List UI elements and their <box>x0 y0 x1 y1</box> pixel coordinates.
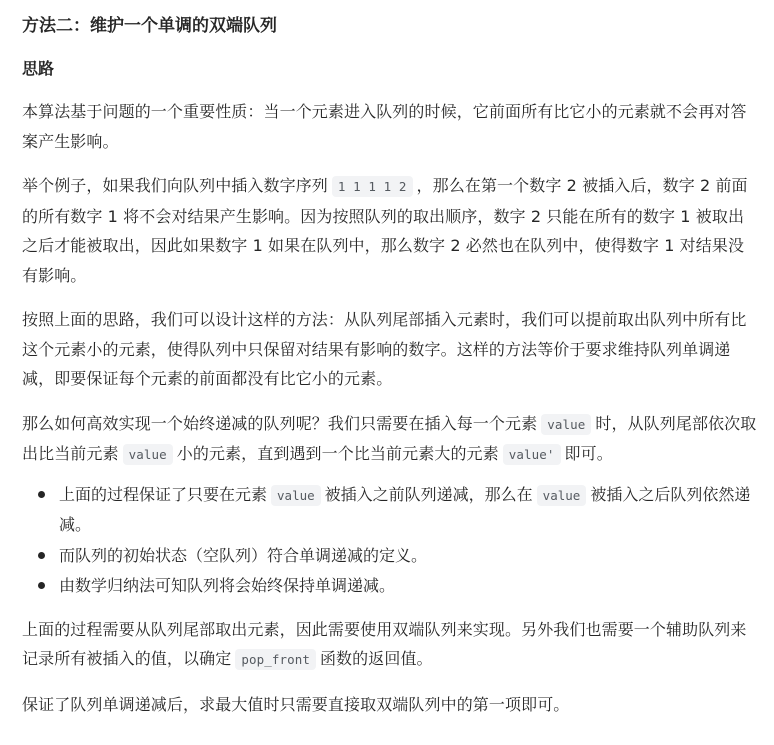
section-title: 方法二：维护一个单调的双端队列 <box>22 16 277 36</box>
paragraph-deque <box>22 615 760 675</box>
inline-code-value-prime: value' <box>503 444 561 465</box>
list-item-text-b: 被插入之前队列递减，那么在 <box>324 484 533 504</box>
inline-code-value: value <box>271 485 321 506</box>
bullet-dot-icon <box>38 491 45 498</box>
paragraph-implementation-text-d: 即可。 <box>564 444 613 463</box>
list-item-text: 由数学归纳法可知队列将会始终保持单调递减。 <box>59 576 396 595</box>
list-item <box>59 480 760 540</box>
paragraph-deque-text-b: 函数的返回值。 <box>319 649 433 668</box>
paragraph-conclusion: 保证了队列单调递减后，求最大值时只需要直接取双端队列中的第一项即可。 <box>22 694 570 714</box>
list-item <box>59 541 760 571</box>
bullet-dot-icon <box>38 582 45 589</box>
inline-code-pop-front: pop_front <box>235 649 316 670</box>
list-item-text-a: 上面的过程保证了只要在元素 <box>59 484 268 504</box>
paragraph-deque-text-a: 上面的过程需要从队列尾部取出元素，因此需要使用双端队列来实现。另外我们也需要一个辅助队列来记录所有被插入的值，以确定 <box>22 619 747 668</box>
inline-code-value: value <box>541 414 591 435</box>
section-subtitle: 思路 <box>22 59 55 78</box>
list-item <box>59 571 760 601</box>
paragraph-implementation-text-c: 小的元素，直到遇到一个比当前元素大的元素 <box>176 444 499 463</box>
list-item-text-c: 被插入之后队列依然递减。 <box>59 484 751 534</box>
bullet-list <box>22 480 760 601</box>
paragraph-example-text-a: 举个例子，如果我们向队列中插入数字序列 <box>22 176 328 195</box>
paragraph-property: 本算法基于问题的一个重要性质：当一个元素进入队列的时候，它前面所有比它小的元素就不会再对答案产生影响。 <box>22 102 747 151</box>
paragraph-implementation <box>22 409 760 470</box>
paragraph-example-text-b: ，那么在第一个数字 2 被插入后，数字 2 前面的所有数字 1 将不会对结果产生影响。因为按照队列的取出顺序，数字 2 只能在所有的数字 1 被取出之后才能被取出，因此如果数字 1 如果在队列中，那么数字 2 必然也在队列中，使得数字 1 对结果没有影响。 <box>22 176 748 285</box>
bullet-dot-icon <box>38 552 45 559</box>
paragraph-implementation-text-a: 那么如何高效实现一个始终递减的队列呢？我们只需要在插入每一个元素 <box>22 413 538 433</box>
inline-code-value: value <box>123 444 173 465</box>
paragraph-example <box>22 171 760 290</box>
inline-code-value: value <box>537 485 587 506</box>
paragraph-method: 按照上面的思路，我们可以设计这样的方法：从队列尾部插入元素时，我们可以提前取出队列中所有比这个元素小的元素，使得队列中只保留对结果有影响的数字。这样的方法等价于要求维持队列单调递减，即要保证每个元素的前面都没有比它小的元素。 <box>22 310 747 388</box>
list-item-text: 而队列的初始状态（空队列）符合单调递减的定义。 <box>59 545 428 565</box>
inline-code-sequence: 1 1 1 1 2 <box>332 176 413 197</box>
paragraph-implementation-text-b: 时，从队列尾部依次取出比当前元素 <box>22 413 757 463</box>
